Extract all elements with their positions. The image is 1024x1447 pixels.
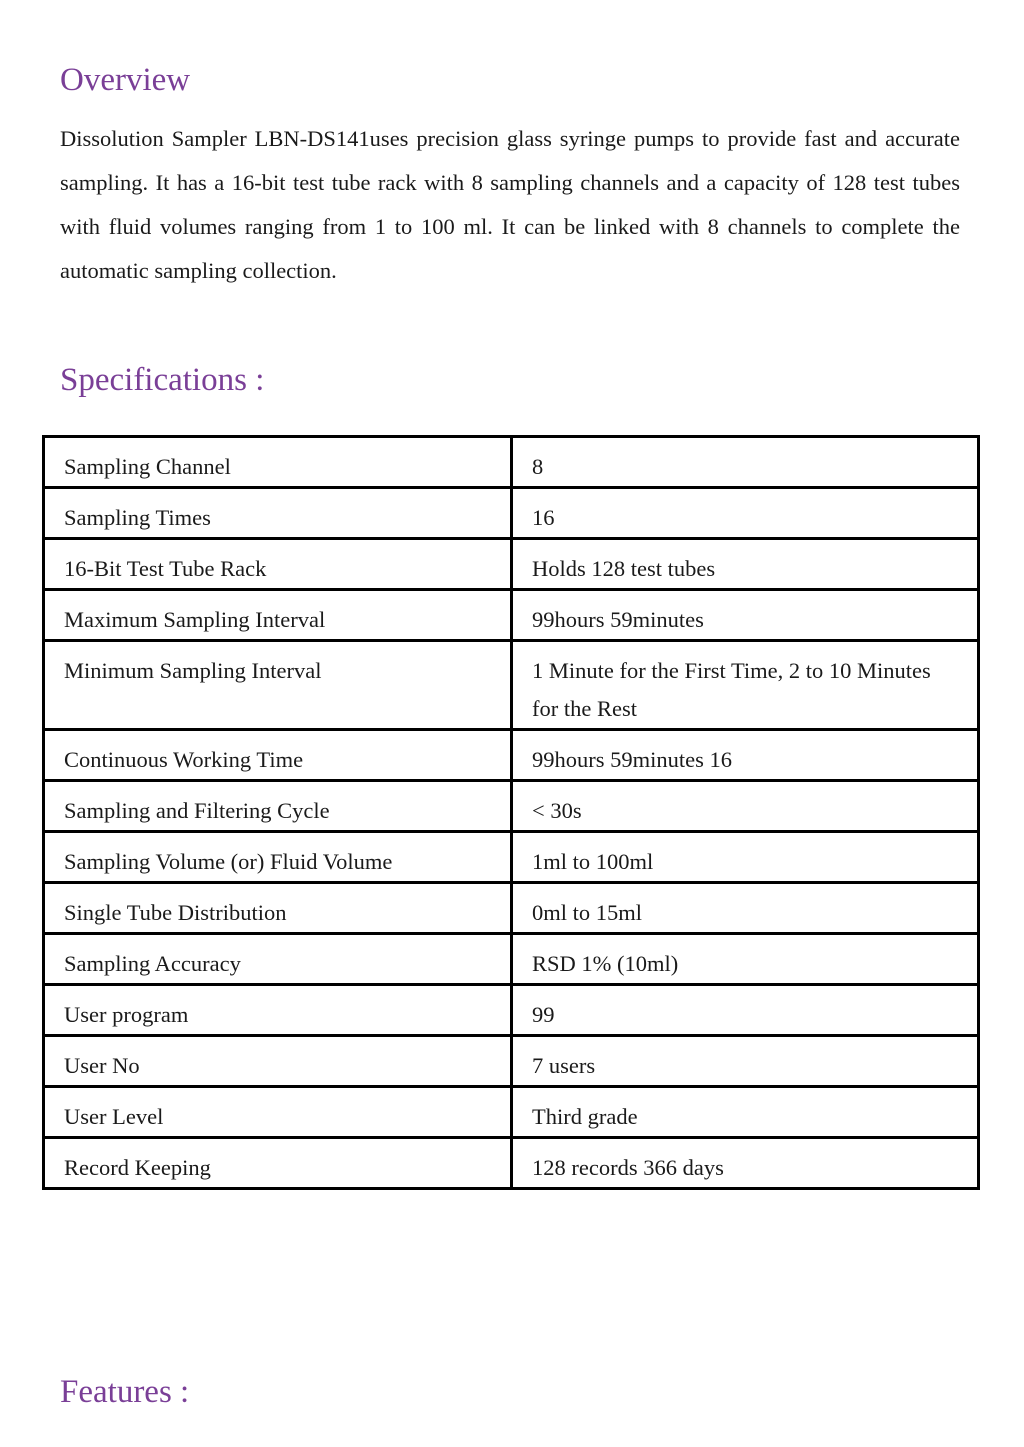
table-row (44, 488, 979, 539)
table-row (44, 985, 979, 1036)
spec-value: 7 users (512, 1036, 979, 1087)
spec-label: User Level (44, 1087, 512, 1138)
table-row (44, 539, 979, 590)
spec-label: Minimum Sampling Interval (44, 641, 512, 730)
features-heading: Features : (60, 1374, 190, 1410)
spec-value: Holds 128 test tubes (512, 539, 979, 590)
spec-label: Sampling Times (44, 488, 512, 539)
spec-value: 8 (512, 437, 979, 488)
spec-label: Sampling Accuracy (44, 934, 512, 985)
overview-heading: Overview (60, 62, 191, 98)
table-row (44, 730, 979, 781)
spec-value: RSD 1% (10ml) (512, 934, 979, 985)
spec-value: 128 records 366 days (512, 1138, 979, 1189)
table-row (44, 1138, 979, 1189)
table-row (44, 590, 979, 641)
spec-label: User No (44, 1036, 512, 1087)
table-row (44, 832, 979, 883)
table-row (44, 437, 979, 488)
overview-paragraph: Dissolution Sampler LBN-DS141uses precision glass syringe pumps to provide fast and accurate sampling. It has a 16-bit test tube rack with 8 sampling channels and a capacity of 128 test tubes with fluid volumes ranging from 1 to 100 ml. It can be linked with 8 channels to complete the automatic sampling collection. (60, 126, 960, 283)
spec-value: 99 (512, 985, 979, 1036)
spec-value: Third grade (512, 1087, 979, 1138)
spec-label: Single Tube Distribution (44, 883, 512, 934)
spec-label: Record Keeping (44, 1138, 512, 1189)
spec-value: 99hours 59minutes (512, 590, 979, 641)
spec-value: 99hours 59minutes 16 (512, 730, 979, 781)
specifications-heading: Specifications : (60, 362, 265, 398)
spec-label: Sampling and Filtering Cycle (44, 781, 512, 832)
spec-label: 16-Bit Test Tube Rack (44, 539, 512, 590)
table-row (44, 1036, 979, 1087)
spec-value: 1ml to 100ml (512, 832, 979, 883)
spec-label: Sampling Volume (or) Fluid Volume (44, 832, 512, 883)
spec-value: 1 Minute for the First Time, 2 to 10 Minutes for the Rest (512, 641, 979, 730)
spec-value: 0ml to 15ml (512, 883, 979, 934)
spec-label: Continuous Working Time (44, 730, 512, 781)
table-row (44, 1087, 979, 1138)
spec-value: < 30s (512, 781, 979, 832)
table-row (44, 641, 979, 730)
spec-label: Maximum Sampling Interval (44, 590, 512, 641)
spec-value: 16 (512, 488, 979, 539)
spec-label: User program (44, 985, 512, 1036)
specifications-table (42, 435, 980, 1190)
table-row (44, 883, 979, 934)
spec-label: Sampling Channel (44, 437, 512, 488)
table-row (44, 781, 979, 832)
table-row (44, 934, 979, 985)
